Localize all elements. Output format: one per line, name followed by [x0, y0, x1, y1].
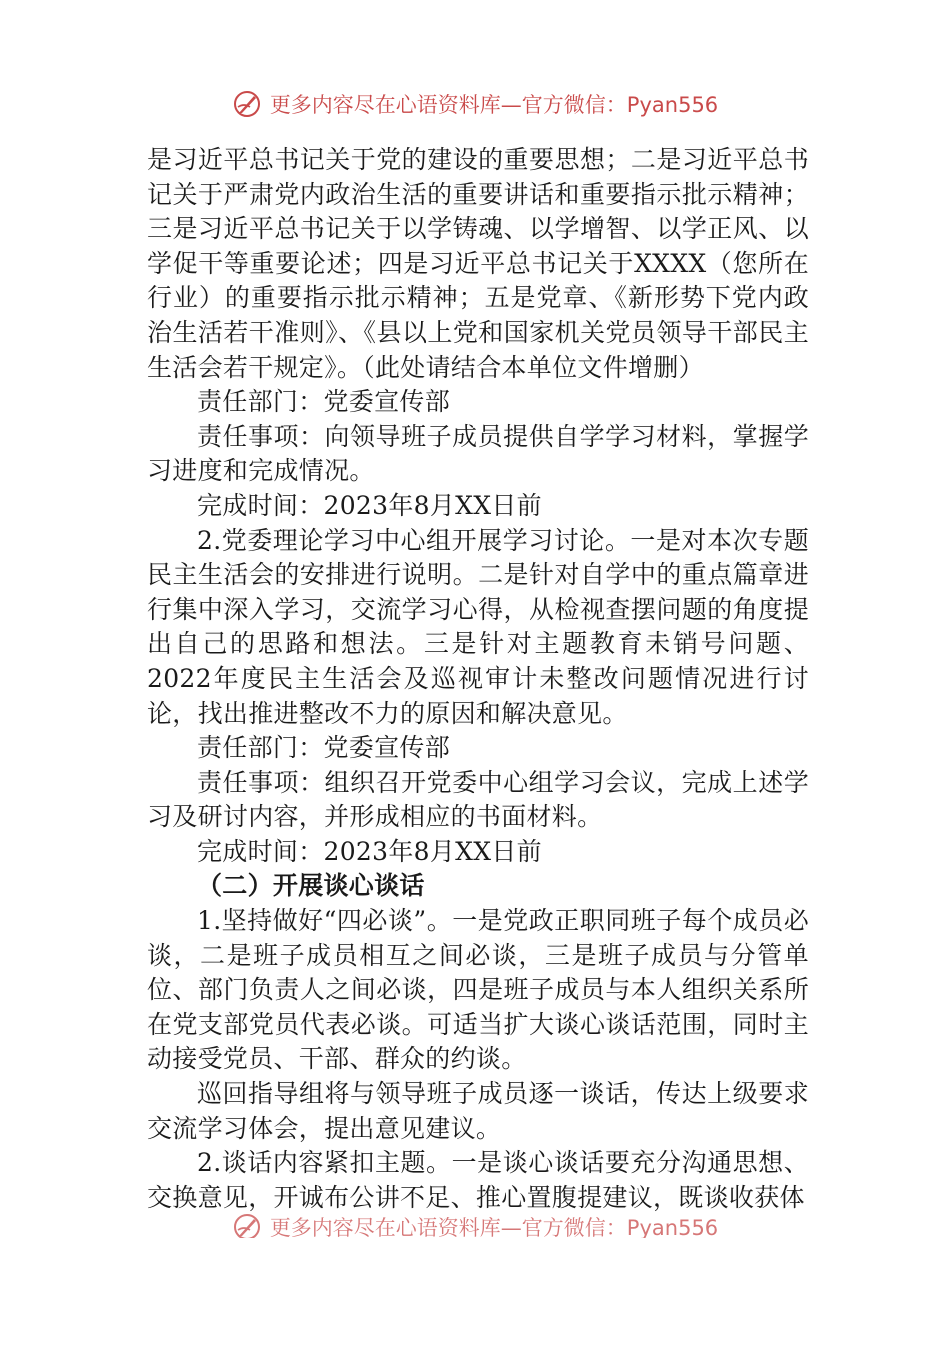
- section-heading: （二）开展谈心谈话: [197, 871, 425, 901]
- document-body: [147, 143, 809, 1215]
- quill-logo-icon: [232, 1212, 262, 1238]
- watermark-text: 更多内容尽在心语资料库—官方微信：Pyan556: [269, 1216, 719, 1238]
- responsible-department: 责任部门：党委宣传部: [197, 733, 451, 763]
- paragraph-item-2: 2.谈话内容紧扣主题。一是谈心谈话要充分沟通思想、交换意见，开诚布公讲不足、推心置腹提建议，既谈收获体: [147, 1148, 809, 1212]
- completion-time: 完成时间：2023年8月XX日前: [197, 836, 542, 866]
- paragraph-item-1: 1.坚持做好“四必谈”。一是党政正职同班子每个成员必谈，二是班子成员相互之间必谈，三是班子成员与分管单位、部门负责人之间必谈，四是班子成员与本人组织关系所在党支部党员代表必谈。可适当扩大谈心谈话范围，同时主动接受党员、干部、群众的约谈。: [147, 906, 809, 1074]
- responsible-matter: 责任事项：组织召开党委中心组学习会议，完成上述学习及研讨内容，并形成相应的书面材料。: [147, 767, 809, 832]
- quill-logo-icon: [232, 89, 262, 119]
- watermark-header: [0, 84, 950, 124]
- responsible-department: 责任部门：党委宣传部: [197, 387, 451, 417]
- paragraph-guidance: 巡回指导组将与领导班子成员逐一谈话，传达上级要求交流学习体会，提出意见建议。: [147, 1079, 809, 1143]
- completion-time: 完成时间：2023年8月XX日前: [197, 490, 542, 520]
- watermark-footer: [0, 1204, 950, 1238]
- responsible-matter: 责任事项：向领导班子成员提供自学学习材料，掌握学习进度和完成情况。: [147, 421, 809, 486]
- watermark-text: 更多内容尽在心语资料库—官方微信：Pyan556: [269, 93, 719, 117]
- paragraph-continuation: 是习近平总书记关于党的建设的重要思想；二是习近平总书记关于严肃党内政治生活的重要讲话和重要指示批示精神；三是习近平总书记关于以学铸魂、以学增智、以学正风、以学促干等重要论述；四是习近平总书记关于XXXX（您所在行业）的重要指示批示精神；五是党章、《新形势下党内政治生活若干准则》、《县以上党和国家机关党员领导干部民主生活会若干规定》。（此处请结合本单位文件增删）: [147, 145, 809, 382]
- paragraph-item-2: 2.党委理论学习中心组开展学习讨论。一是对本次专题民主生活会的安排进行说明。二是针对自学中的重点篇章进行集中深入学习，交流学习心得，从检视查摆问题的角度提出自己的思路和想法。三是针对主题教育未销号问题、2022年度民主生活会及巡视审计未整改问题情况进行讨论，找出推进整改不力的原因和解决意见。: [147, 525, 809, 728]
